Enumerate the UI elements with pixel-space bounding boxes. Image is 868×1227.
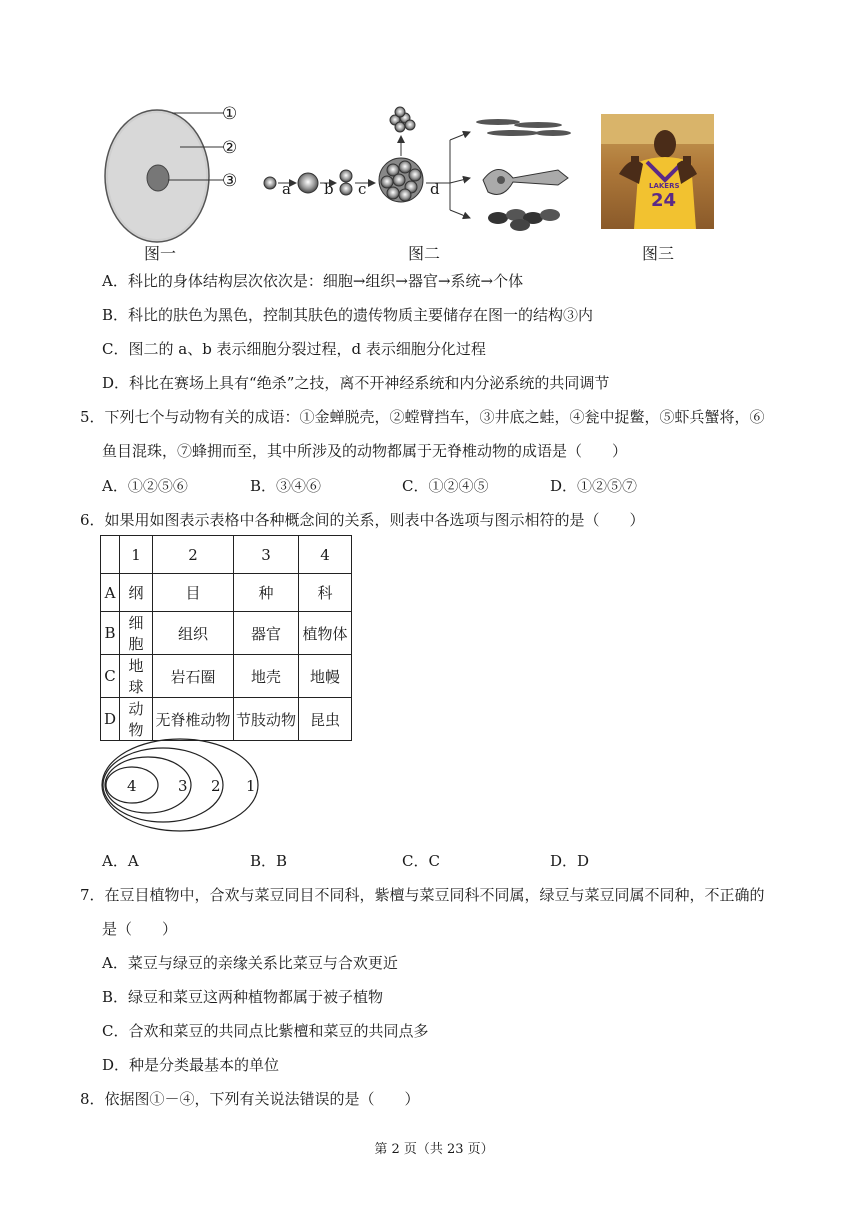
figure-1-caption: 图一 bbox=[144, 244, 177, 263]
q7-option-d: D．种是分类最基本的单位 bbox=[102, 1056, 280, 1074]
figure-3-basketball-player-photo bbox=[601, 114, 714, 229]
figure-2-caption: 图二 bbox=[408, 244, 441, 263]
table-cell: 岩石圈 bbox=[153, 655, 234, 698]
q4-option-c: C．图二的 a、b 表示细胞分裂过程，d 表示细胞分化过程 bbox=[102, 340, 486, 358]
table-cell: 地球 bbox=[120, 655, 153, 698]
q6-option-a: A．A bbox=[102, 852, 139, 870]
table-cell: 地壳 bbox=[234, 655, 299, 698]
q7-stem-line1: 7．在豆目植物中，合欢与菜豆同目不同科，紫檀与菜豆同科不同属，绿豆与菜豆同属不同种，不正确的 bbox=[80, 886, 765, 904]
q5-option-d: D．①②⑤⑦ bbox=[550, 477, 638, 495]
table-row bbox=[101, 574, 352, 612]
q5-stem-line2: 鱼目混珠，⑦蜂拥而至，其中所涉及的动物都属于无脊椎动物的成语是（ ） bbox=[102, 442, 628, 460]
q5-option-b: B．③④⑥ bbox=[250, 477, 322, 495]
table-cell: 科 bbox=[299, 574, 352, 612]
q5-stem-line1: 5．下列七个与动物有关的成语：①金蝉脱壳，②螳臂挡车，③井底之蛙，④瓮中捉鳖，⑤虾兵蟹将，⑥ bbox=[80, 408, 765, 426]
page-footer: 第 2 页（共 23 页） bbox=[374, 1142, 494, 1157]
table-cell bbox=[101, 536, 120, 574]
q7-option-b: B．绿豆和菜豆这两种植物都属于被子植物 bbox=[102, 988, 384, 1006]
table-cell: 2 bbox=[153, 536, 234, 574]
table-cell: 4 bbox=[299, 536, 352, 574]
marker-2: ② bbox=[222, 138, 238, 158]
marker-3: ③ bbox=[222, 171, 238, 191]
table-cell: 纲 bbox=[120, 574, 153, 612]
figure-3-caption: 图三 bbox=[642, 244, 675, 263]
table-cell: 1 bbox=[120, 536, 153, 574]
q5-option-c: C．①②④⑤ bbox=[402, 477, 489, 495]
table-cell: 3 bbox=[234, 536, 299, 574]
table-cell: 目 bbox=[153, 574, 234, 612]
table-cell: 动物 bbox=[120, 698, 153, 741]
label-a: a bbox=[282, 180, 291, 198]
ellipse-label-4: 4 bbox=[127, 777, 137, 795]
table-row bbox=[101, 612, 352, 655]
jersey-text: LAKERS bbox=[649, 182, 680, 190]
table-row bbox=[101, 655, 352, 698]
table-cell: 无脊椎动物 bbox=[153, 698, 234, 741]
q8-stem: 8．依据图①－④，下列有关说法错误的是（ ） bbox=[80, 1090, 420, 1108]
ellipse-label-2: 2 bbox=[211, 777, 221, 795]
table-cell: 组织 bbox=[153, 612, 234, 655]
table-cell: 种 bbox=[234, 574, 299, 612]
q4-option-b: B．科比的肤色为黑色，控制其肤色的遗传物质主要储存在图一的结构③内 bbox=[102, 306, 594, 324]
marker-1: ① bbox=[222, 104, 238, 124]
player-illustration bbox=[601, 114, 714, 229]
table-cell: B bbox=[101, 612, 120, 655]
table-cell: D bbox=[101, 698, 120, 741]
table-cell: 细胞 bbox=[120, 612, 153, 655]
q6-stem: 6．如果用如图表示表格中各种概念间的关系，则表中各选项与图示相符的是（ ） bbox=[80, 511, 645, 529]
q4-option-a: A．科比的身体结构层次依次是：细胞→组织→器官→系统→个体 bbox=[102, 272, 524, 290]
label-d: d bbox=[430, 180, 440, 198]
q7-stem-line2: 是（ ） bbox=[102, 920, 178, 938]
q5-option-a: A．①②⑤⑥ bbox=[102, 477, 188, 495]
ellipse-label-1: 1 bbox=[246, 777, 256, 795]
figure-2-cell-process-diagram bbox=[258, 100, 588, 245]
q6-option-c: C．C bbox=[402, 852, 440, 870]
q6-concept-table bbox=[100, 535, 352, 741]
table-cell: 节肢动物 bbox=[234, 698, 299, 741]
q7-option-a: A．菜豆与绿豆的亲缘关系比菜豆与合欢更近 bbox=[102, 954, 398, 972]
table-header-row bbox=[101, 536, 352, 574]
q6-option-d: D．D bbox=[550, 852, 590, 870]
table-cell: 植物体 bbox=[299, 612, 352, 655]
label-b: b bbox=[324, 180, 334, 198]
q6-option-b: B．B bbox=[250, 852, 288, 870]
table-cell: A bbox=[101, 574, 120, 612]
table-cell: 昆虫 bbox=[299, 698, 352, 741]
ellipse-label-3: 3 bbox=[178, 777, 188, 795]
table-cell: 地幔 bbox=[299, 655, 352, 698]
label-c: c bbox=[358, 180, 367, 198]
table-cell: C bbox=[101, 655, 120, 698]
q4-option-d: D．科比在赛场上具有“绝杀”之技，离不开神经系统和内分泌系统的共同调节 bbox=[102, 374, 610, 392]
q7-option-c: C．合欢和菜豆的共同点比紫檀和菜豆的共同点多 bbox=[102, 1022, 429, 1040]
table-cell: 器官 bbox=[234, 612, 299, 655]
jersey-number: 24 bbox=[651, 190, 677, 211]
